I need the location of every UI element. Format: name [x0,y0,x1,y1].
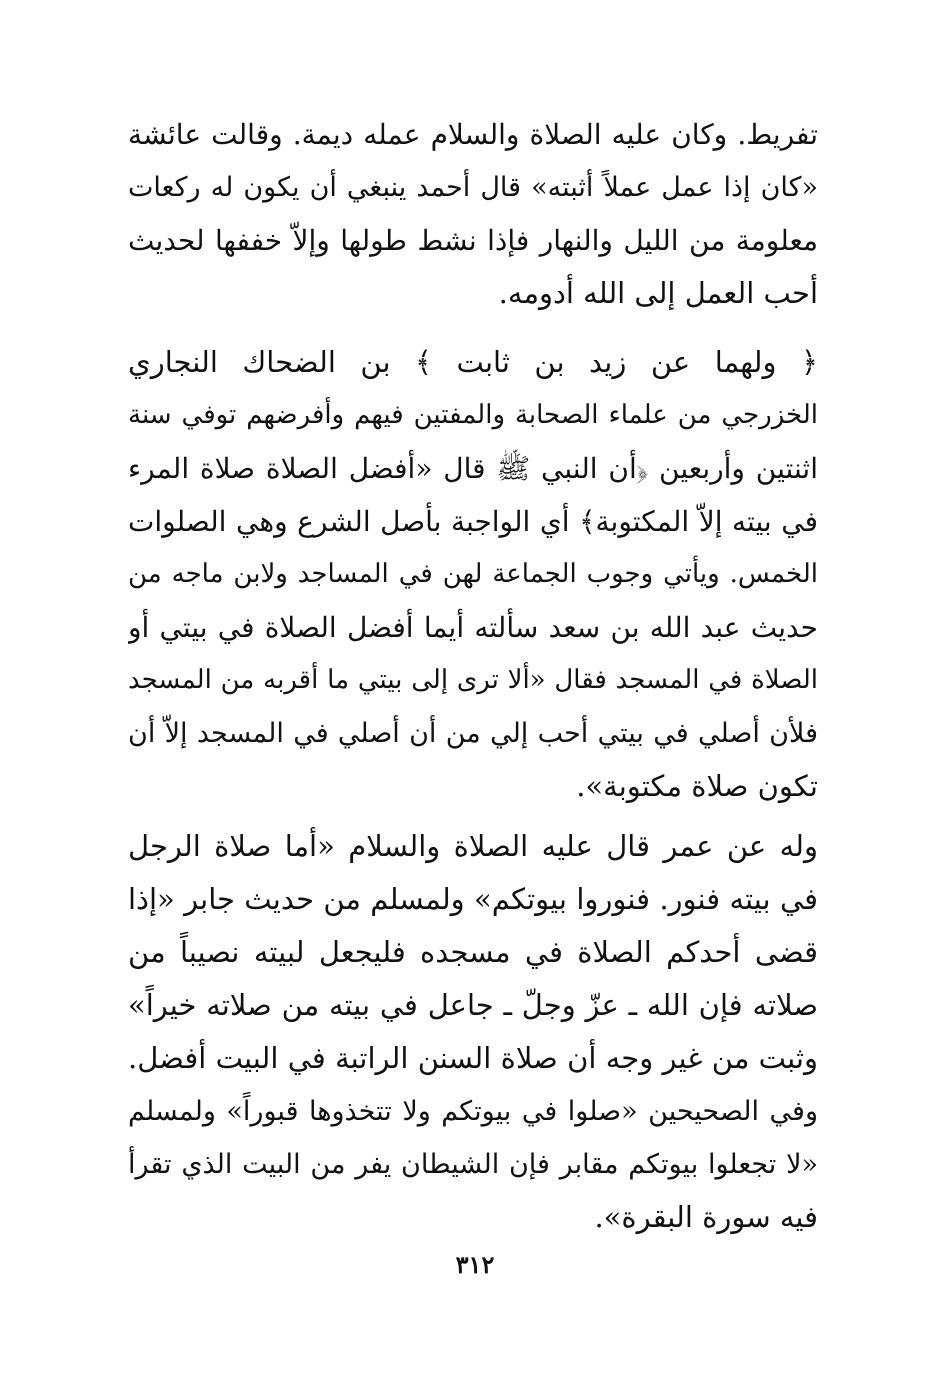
text-line: «كان إذا عمل عملاً أثبته» قال أحمد ينبغي أن يكون له ركعات [128,172,818,203]
text-line: اثنتين وأربعين ﴿أن النبي ﷺ قال «أفضل الصلاة صلاة المرء [128,452,818,485]
text-line: في بيته إلاّ المكتوبة﴾ أي الواجبة بأصل الشرع وهي الصلوات [128,505,818,538]
text-line: وفي الصحيحين «صلوا في بيوتكم ولا تتخذوها قبوراً» ولمسلم [128,1096,818,1127]
text-line: تفريط. وكان عليه الصلاة والسلام عمله ديمة. وقالت عائشة [128,118,818,151]
paragraph-1 [128,108,818,320]
text-line: وثبت من غير وجه أن صلاة السنن الراتبة في البيت أفضل. [128,1041,818,1075]
text-line: قضى أحدكم الصلاة في مسجده فليجعل لبيته نصيباً من [128,935,818,969]
text-line: ﴿ ولهما عن زيد بن ثابت ﴾ بن الضحاك النجاري [128,345,818,379]
text-line: فيه سورة البقرة». [594,1200,818,1234]
text-line: فلأن أصلي في بيتي أحب إلي من أن أصلي في المسجد إلاّ أن [128,718,818,749]
text-line: في بيته فنور. فنوروا بيوتكم» ولمسلم من حديث جابر «إذا [128,882,818,916]
text-line: تكون صلاة مكتوبة». [576,769,818,803]
text-line: وله عن عمر قال عليه الصلاة والسلام «أما صلاة الرجل [128,829,818,863]
text-line: الخزرجي من علماء الصحابة والمفتين فيهم وأفرضهم توفي سنة [128,400,818,430]
page-number: ٣١٢ [455,1250,495,1279]
paragraph-2 [128,336,818,813]
text-line: صلاته فإن الله ـ عزّ وجلّ ـ جاعل في بيته من صلاته خيراً» [128,988,818,1022]
text-line: الخمس. ويأتي وجوب الجماعة لهن في المساجد ولابن ماجه من [128,559,818,589]
text-line: حديث عبد الله بن سعد سألته أيما أفضل الصلاة في بيتي أو [128,611,818,644]
paragraph-3 [128,820,818,1244]
text-line: معلومة من الليل والنهار فإذا نشط طولها وإلاّ خففها لحديث [128,224,818,257]
text-line: الصلاة في المسجد فقال «ألا ترى إلى بيتي ما أقربه من المسجد [128,665,818,695]
text-line: أحب العمل إلى الله أدومه. [498,276,818,310]
text-line: «لا تجعلوا بيوتكم مقابر فإن الشيطان يفر من البيت الذي تقرأ [128,1149,818,1180]
